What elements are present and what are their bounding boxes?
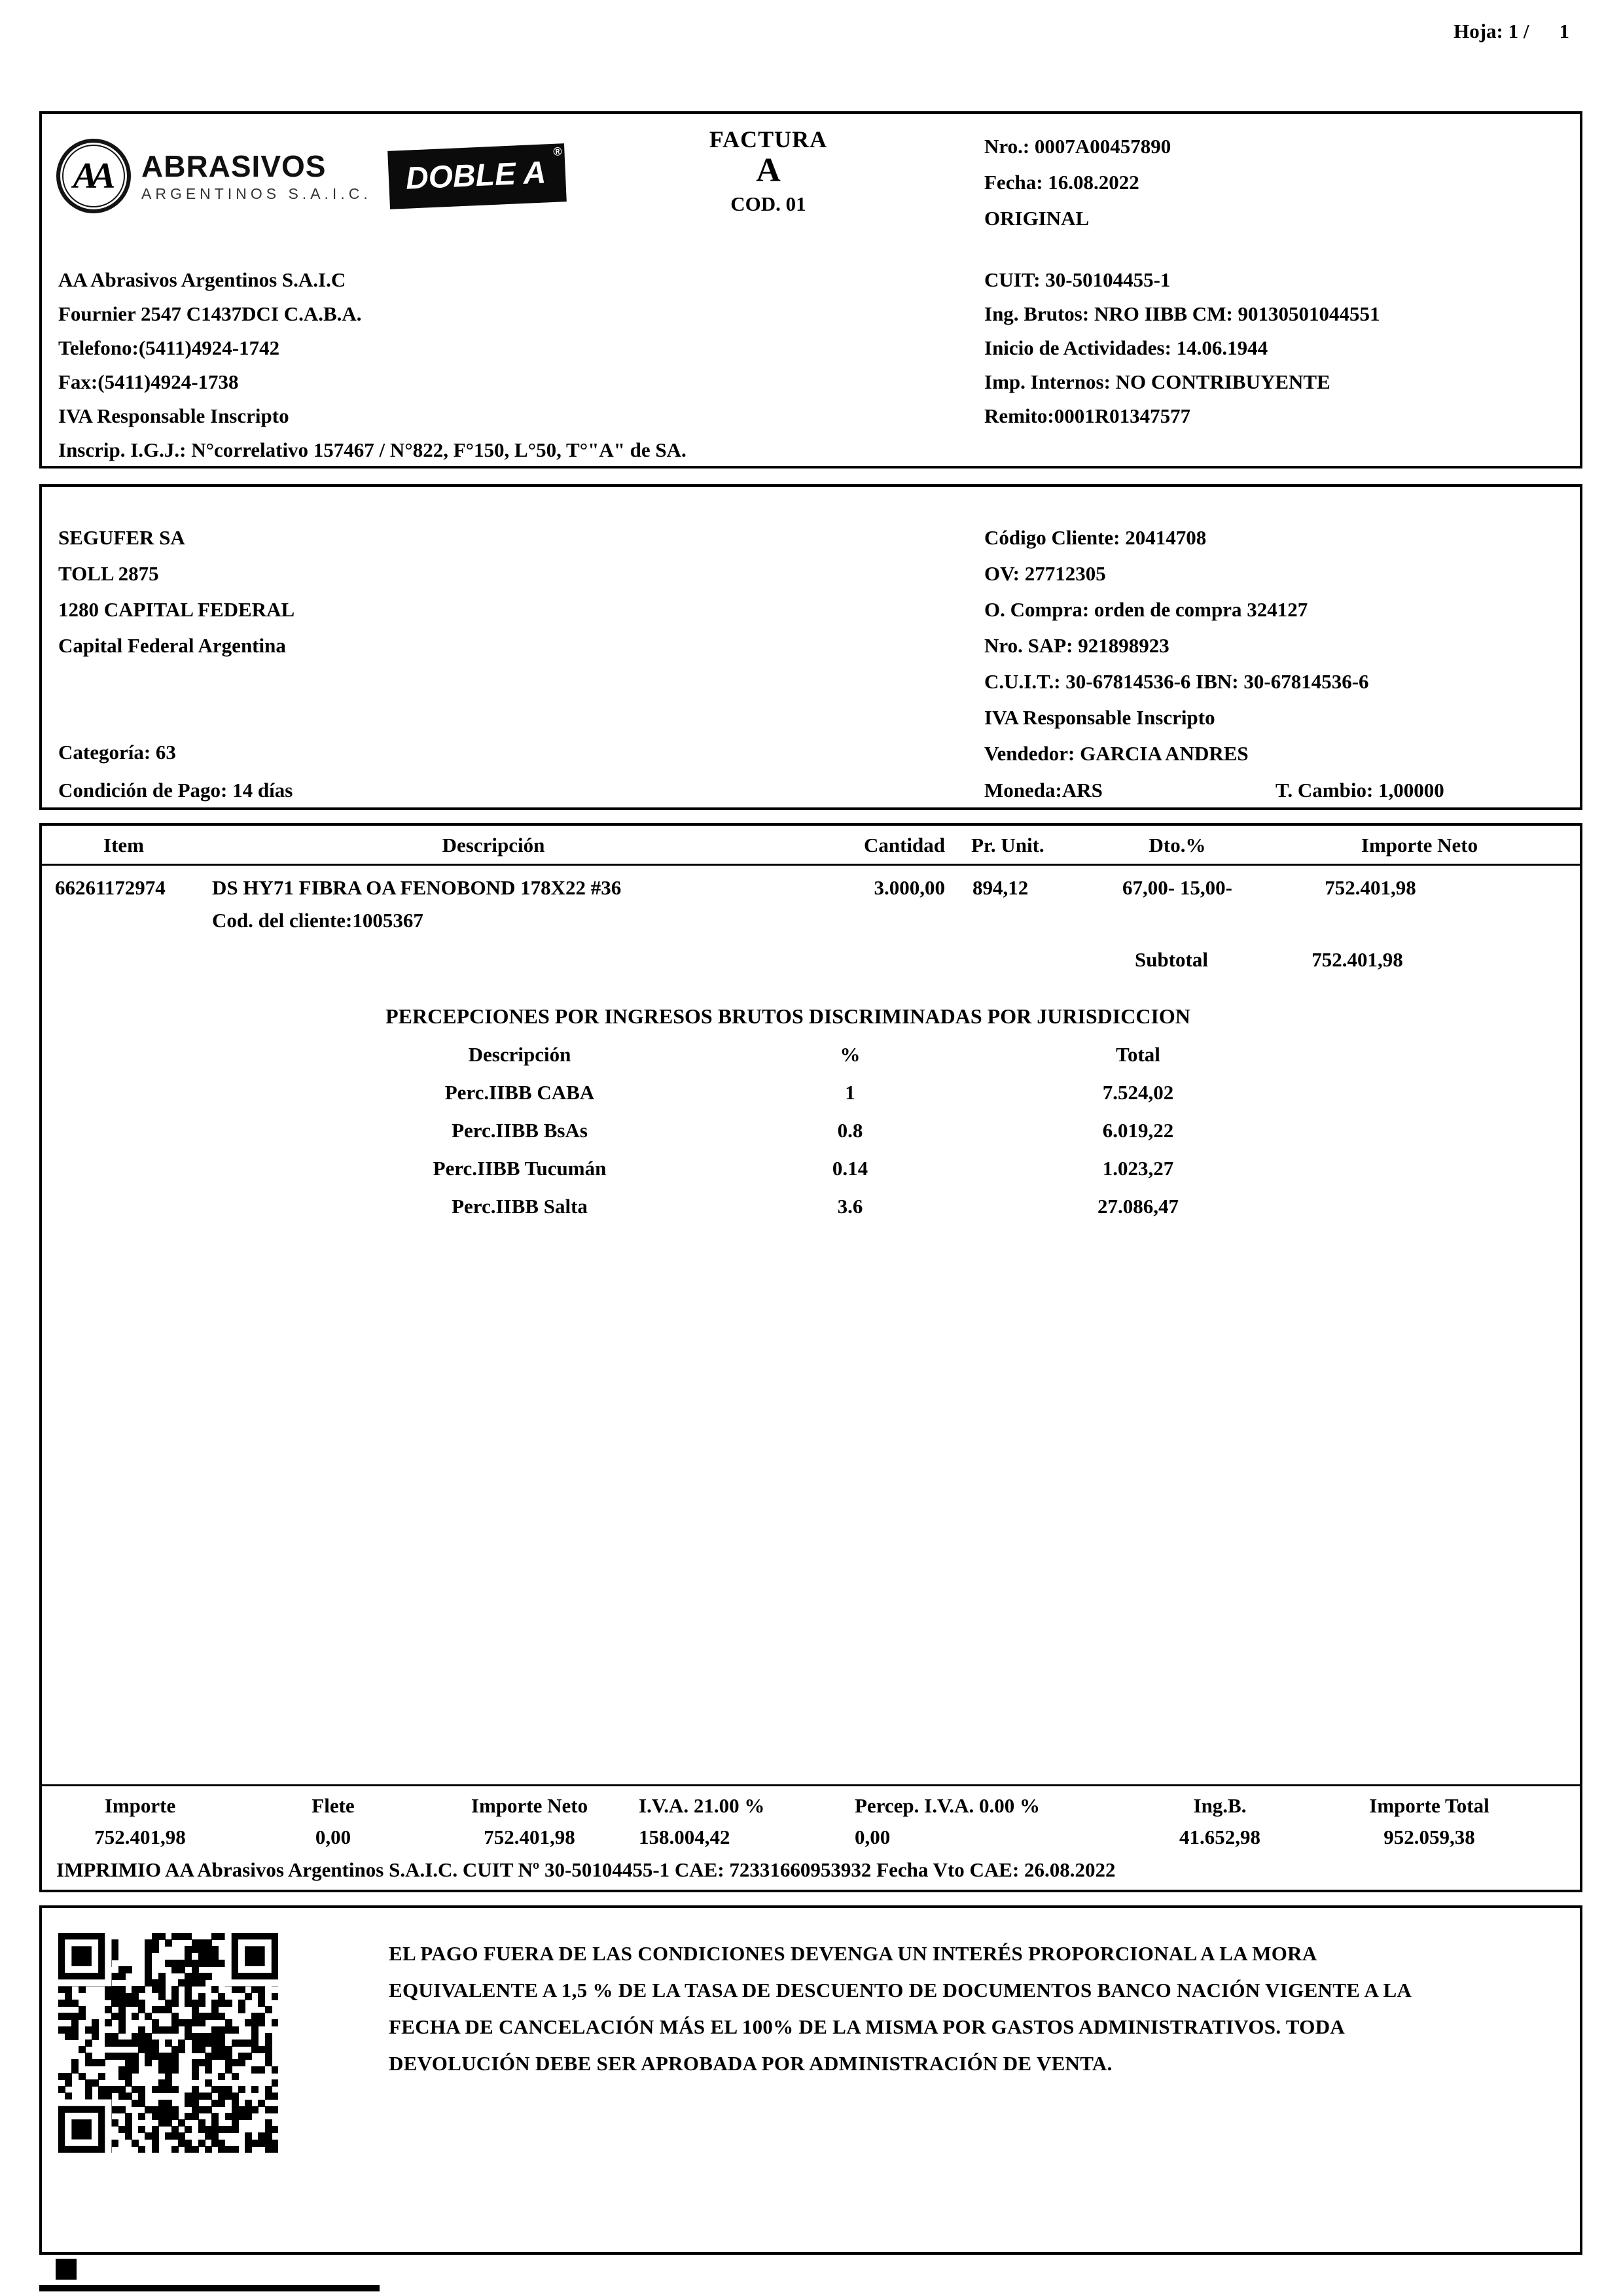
invoice-date: Fecha: 16.08.2022	[984, 171, 1139, 194]
spacer	[42, 1081, 356, 1104]
currency: Moneda:ARS	[984, 779, 1103, 802]
document-type-block	[637, 126, 899, 216]
total-label-percep-iva: Percep. I.V.A. 0.00 %	[855, 1794, 1040, 1817]
client-address-line: Capital Federal Argentina	[58, 634, 286, 657]
fiscal-info	[984, 263, 1380, 433]
percep-desc: Perc.IIBB Salta	[452, 1195, 588, 1218]
client-category: Categoría: 63	[58, 741, 176, 764]
percep-desc: Perc.IIBB CABA	[444, 1081, 595, 1104]
percepcion-row	[42, 1195, 1580, 1218]
percepciones-header	[42, 1043, 1580, 1067]
item-discount: 67,00- 15,00-	[1122, 876, 1232, 899]
doc-code: COD. 01	[730, 192, 806, 215]
brand-name: ABRASIVOS	[141, 149, 327, 183]
percep-total: 1.023,27	[1102, 1157, 1174, 1180]
subtotal-row	[42, 948, 1580, 974]
terms-line: FECHA DE CANCELACIÓN MÁS EL 100% DE LA MISMA POR GASTOS ADMINISTRATIVOS. TODA	[389, 2015, 1346, 2038]
client-detail-line: Nro. SAP: 921898923	[984, 634, 1169, 657]
brand-subname: ARGENTINOS S.A.I.C.	[141, 185, 372, 202]
company-info-line: Fax:(5411)4924-1738	[58, 370, 239, 393]
client-address-line: SEGUFER SA	[58, 526, 185, 549]
totals-section	[42, 1784, 1580, 1890]
client-detail-line: Vendedor: GARCIA ANDRES	[984, 742, 1249, 765]
item-unit-price: 894,12	[972, 876, 1029, 899]
percepcion-row	[42, 1081, 1580, 1104]
registered-mark-icon: ®	[552, 144, 562, 158]
percep-desc: Perc.IIBB BsAs	[452, 1119, 588, 1142]
exchange-rate: T. Cambio: 1,00000	[1275, 779, 1444, 802]
client-box	[39, 484, 1582, 810]
company-info-line: Fournier 2547 C1437DCI C.A.B.A.	[58, 302, 362, 325]
totals-header-row	[42, 1786, 1580, 1818]
col-header-pr-unit: Pr. Unit.	[971, 834, 1044, 857]
item-row	[42, 876, 1580, 900]
total-label-ingb: Ing.B.	[1193, 1794, 1247, 1817]
percep-pct: 3.6	[837, 1195, 863, 1218]
company-info-line: Telefono:(5411)4924-1742	[58, 336, 280, 359]
items-box	[39, 823, 1582, 1892]
invoice-number: Nro.: 0007A00457890	[984, 135, 1171, 158]
client-detail-line: O. Compra: orden de compra 324127	[984, 598, 1308, 621]
percep-total: 27.086,47	[1097, 1195, 1179, 1218]
col-header-descripcion: Descripción	[442, 834, 545, 857]
percep-total: 6.019,22	[1102, 1119, 1174, 1142]
percep-pct: 1	[845, 1081, 855, 1104]
client-detail-line: OV: 27712305	[984, 562, 1106, 585]
spacer	[42, 1119, 356, 1142]
total-label-importe: Importe	[104, 1794, 176, 1817]
total-value-flete: 0,00	[315, 1826, 351, 1848]
total-value-ingb: 41.652,98	[1179, 1826, 1260, 1848]
percep-col-descripcion: Descripción	[468, 1043, 571, 1066]
spacer	[42, 1195, 356, 1218]
page-counter	[1454, 20, 1569, 43]
percep-col-total: Total	[1116, 1043, 1160, 1066]
total-value-percep-iva: 0,00	[855, 1826, 891, 1848]
company-logo	[56, 139, 565, 213]
percepcion-row	[42, 1157, 1580, 1180]
col-header-item: Item	[103, 834, 144, 857]
barcode-strip	[39, 2285, 380, 2291]
items-table-header	[42, 826, 1580, 866]
doc-letter: A	[756, 152, 781, 189]
percep-total: 7.524,02	[1102, 1081, 1174, 1104]
terms-box	[39, 1905, 1582, 2255]
payment-terms-text	[389, 1935, 1412, 2082]
qr-code-icon	[58, 1933, 278, 2153]
doc-type-label: FACTURA	[709, 126, 828, 152]
company-info-line: IVA Responsable Inscripto	[58, 404, 289, 427]
client-address-line: 1280 CAPITAL FEDERAL	[58, 598, 295, 621]
col-header-cantidad: Cantidad	[863, 834, 945, 857]
percep-desc: Perc.IIBB Tucumán	[433, 1157, 607, 1180]
percep-col-pct: %	[840, 1043, 861, 1066]
subtotal-label: Subtotal	[1135, 948, 1208, 971]
percepcion-row	[42, 1119, 1580, 1142]
item-client-code: Cod. del cliente:1005367	[212, 909, 423, 932]
fiscal-info-line: Inicio de Actividades: 14.06.1944	[984, 336, 1268, 359]
total-label-iva: I.V.A. 21.00 %	[639, 1794, 765, 1817]
aa-circle-text: AA	[73, 156, 109, 196]
col-header-importe-neto: Importe Neto	[1361, 834, 1478, 857]
cae-line: IMPRIMIO AA Abrasivos Argentinos S.A.I.C. CUIT Nº 30-50104455-1 CAE: 72331660953932 Fecha Vto CAE: 26.08.2022	[56, 1858, 1116, 1881]
page-counter-value: 1	[1559, 20, 1569, 43]
company-info-line: AA Abrasivos Argentinos S.A.I.C	[58, 268, 346, 291]
client-detail-line: IVA Responsable Inscripto	[984, 706, 1215, 729]
spacer	[42, 1043, 356, 1067]
percepciones-title: PERCEPCIONES POR INGRESOS BRUTOS DISCRIMINADAS POR JURISDICCION	[385, 1004, 1190, 1028]
client-address	[58, 520, 294, 663]
terms-line: DEVOLUCIÓN DEBE SER APROBADA POR ADMINISTRACIÓN DE VENTA.	[389, 2052, 1113, 2075]
brand-wordmark	[141, 150, 372, 203]
fiscal-info-line: Ing. Brutos: NRO IIBB CM: 90130501044551	[984, 302, 1380, 325]
fiscal-info-line: Remito:0001R01347577	[984, 404, 1191, 427]
total-label-importe-neto: Importe Neto	[471, 1794, 588, 1817]
total-label-importe-total: Importe Total	[1369, 1794, 1489, 1817]
client-address-line: TOLL 2875	[58, 562, 159, 585]
total-value-importe-total: 952.059,38	[1383, 1826, 1475, 1848]
fiscal-info-line: CUIT: 30-50104455-1	[984, 268, 1171, 291]
client-detail-line: C.U.I.T.: 30-67814536-6 IBN: 30-67814536-6	[984, 670, 1369, 693]
percep-pct: 0.14	[832, 1157, 868, 1180]
total-value-importe-neto: 752.401,98	[484, 1826, 575, 1848]
payment-terms: Condición de Pago: 14 días	[58, 779, 293, 802]
col-header-dto: Dto.%	[1149, 834, 1206, 857]
invoice-copy-type: ORIGINAL	[984, 207, 1090, 230]
barcode-fragment	[56, 2259, 77, 2280]
item-net-amount: 752.401,98	[1325, 876, 1416, 899]
total-label-flete: Flete	[312, 1794, 355, 1817]
invoice-meta	[984, 128, 1171, 236]
client-detail-line: Código Cliente: 20414708	[984, 526, 1207, 549]
item-code: 66261172974	[55, 876, 166, 899]
company-info-line: Inscrip. I.G.J.: N°correlativo 157467 / N°822, F°150, L°50, T°"A" de SA.	[58, 438, 687, 461]
total-value-importe: 752.401,98	[94, 1826, 186, 1848]
header-box	[39, 111, 1582, 468]
client-details	[984, 520, 1369, 771]
fiscal-info-line: Imp. Internos: NO CONTRIBUYENTE	[984, 370, 1330, 393]
totals-values-row	[42, 1818, 1580, 1849]
percep-pct: 0.8	[837, 1119, 863, 1142]
company-info	[58, 263, 687, 467]
total-value-iva: 158.004,42	[639, 1826, 730, 1848]
terms-line: EQUIVALENTE A 1,5 % DE LA TASA DE DESCUENTO DE DOCUMENTOS BANCO NACIÓN VIGENTE A LA	[389, 1979, 1412, 2002]
item-quantity: 3.000,00	[874, 876, 945, 899]
aa-circle-icon	[56, 139, 131, 213]
subtotal-value: 752.401,98	[1311, 948, 1403, 971]
doble-a-logo	[387, 143, 567, 209]
doble-a-text: DOBLE A	[404, 154, 546, 196]
page-counter-label: Hoja: 1 /	[1454, 20, 1529, 43]
spacer	[42, 1157, 356, 1180]
item-description: DS HY71 FIBRA OA FENOBOND 178X22 #36	[212, 876, 622, 899]
terms-line: EL PAGO FUERA DE LAS CONDICIONES DEVENGA UN INTERÉS PROPORCIONAL A LA MORA	[389, 1942, 1317, 1965]
